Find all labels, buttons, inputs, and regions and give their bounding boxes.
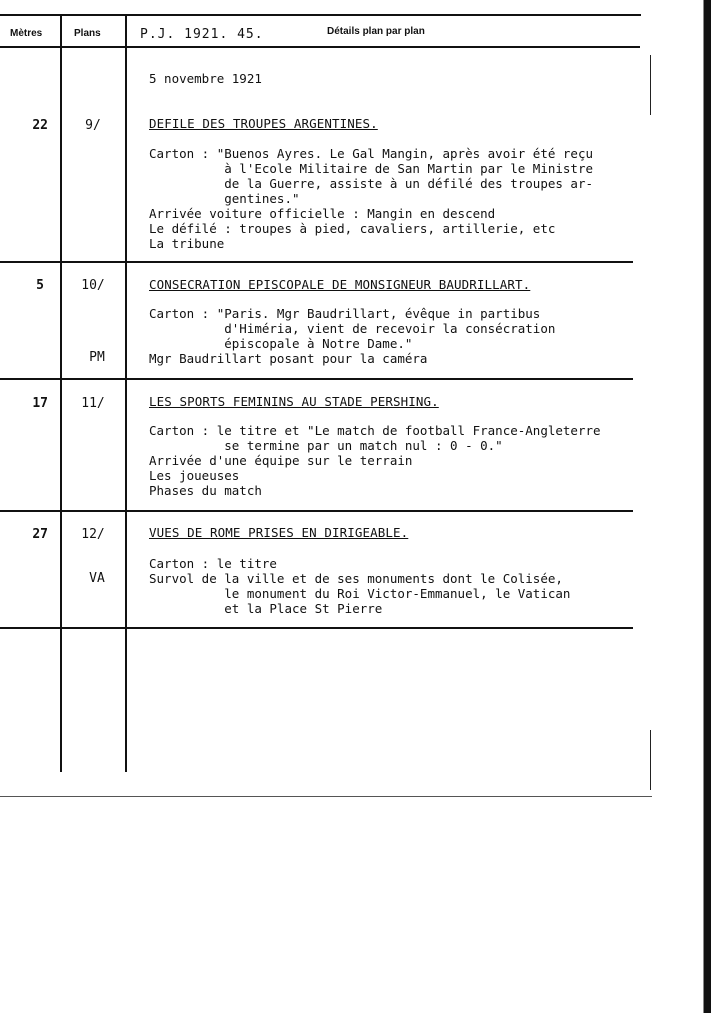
entry-line: Mgr Baudrillart posant pour la caméra [149,351,428,366]
entry-line: épiscopale à Notre Dame." [149,336,413,351]
entry-separator [0,261,633,263]
col-rule-2 [125,15,127,772]
entry-separator [0,378,633,380]
page-bottom-rule [0,796,652,797]
entry-line: La tribune [149,236,225,251]
col-header-metres: Mètres [10,28,43,39]
entry-plan: 12/ [81,527,105,542]
entry-separator [0,510,633,512]
entry-line: Carton : "Paris. Mgr Baudrillart, évêque in partibus [149,306,541,321]
entry-plan-note: VA [89,571,105,586]
entry-line: et la Place St Pierre [149,601,383,616]
header-rule [0,46,640,48]
col-header-plans: Plans [74,28,101,39]
entry-title: DEFILE DES TROUPES ARGENTINES. [149,116,378,131]
entry-line: Phases du match [149,483,262,498]
entry-title: VUES DE ROME PRISES EN DIRIGEABLE. [149,525,409,540]
entry-plan: 11/ [81,396,105,411]
entry-line: gentines." [149,191,300,206]
right-margin-mark [650,55,651,115]
entry-body [149,556,570,616]
entry-line: Carton : le titre et "Le match de football France-Angleterre [149,423,601,438]
detail-label: Détails plan par plan [327,26,425,37]
entry-plan-note: PM [89,350,105,365]
document-reference: P.J. 1921. 45. [140,27,264,42]
document-date: 5 novembre 1921 [149,71,262,86]
entry-separator [0,627,633,629]
entry-line: le monument du Roi Victor-Emmanuel, le Vatican [149,586,571,601]
entry-metres: 5 [36,278,44,293]
entry-metres: 27 [32,527,48,542]
entry-line: Les joueuses [149,468,240,483]
top-rule [0,14,641,16]
entry-plan: 10/ [81,278,105,293]
entry-metres: 17 [32,396,48,411]
entry-line: à l'Ecole Militaire de San Martin par le Ministre [149,161,594,176]
entry-body [149,423,601,498]
entry-line: Arrivée d'une équipe sur le terrain [149,453,413,468]
entry-line: Le défilé : troupes à pied, cavaliers, artillerie, etc [149,221,556,236]
entry-body [149,146,593,251]
col-rule-1 [60,15,62,772]
entry-title: CONSECRATION EPISCOPALE DE MONSIGNEUR BAUDRILLART. [149,277,531,292]
entry-line: Survol de la ville et de ses monuments dont le Colisée, [149,571,563,586]
page-right-border [700,0,711,1013]
entry-line: Carton : "Buenos Ayres. Le Gal Mangin, après avoir été reçu [149,146,594,161]
right-margin-mark-2 [650,730,651,790]
entry-body [149,306,555,366]
entry-line: se termine par un match nul : 0 - 0." [149,438,503,453]
entry-line: Arrivée voiture officielle : Mangin en descend [149,206,496,221]
entry-line: Carton : le titre [149,556,277,571]
entry-plan: 9/ [85,118,101,133]
entry-title: LES SPORTS FEMININS AU STADE PERSHING. [149,394,439,409]
entry-line: de la Guerre, assiste à un défilé des troupes ar- [149,176,594,191]
entry-metres: 22 [32,118,48,133]
entry-line: d'Himéria, vient de recevoir la consécration [149,321,556,336]
